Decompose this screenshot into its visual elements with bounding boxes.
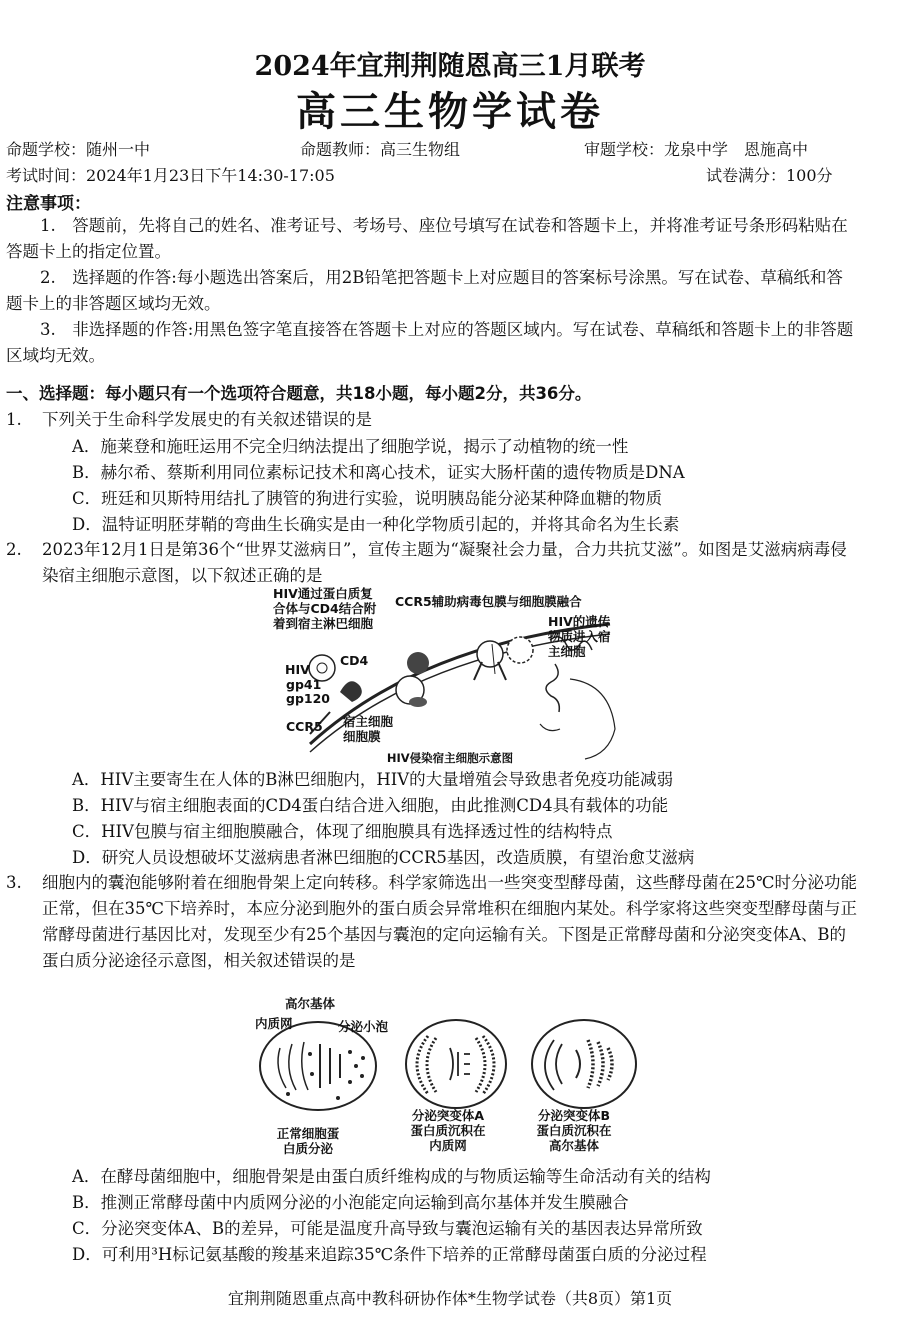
review-school: 审题学校：龙泉中学 恩施高中 xyxy=(584,140,809,159)
label-mutant-a: 分泌突变体A蛋白质沉积在内质网 xyxy=(410,1108,486,1153)
label-gp120: gp120 xyxy=(286,691,330,706)
option-d: D．可利用³H标记氨基酸的羧基来追踪35℃条件下培养的正常酵母菌蛋白质的分泌过程 xyxy=(72,1245,707,1264)
question-number: 2. xyxy=(6,540,22,559)
option-c: C．HIV包膜与宿主细胞膜融合，体现了细胞膜具有选择透过性的结构特点 xyxy=(72,822,613,841)
question-number: 3. xyxy=(6,873,22,892)
option-c: C．班廷和贝斯特用结扎了胰管的狗进行实验，说明胰岛能分泌某种降血糖的物质 xyxy=(72,489,663,508)
exam-time: 考试时间：2024年1月23日下午14:30-17:05 xyxy=(6,166,335,185)
label-mutant-b: 分泌突变体B蛋白质沉积在高尔基体 xyxy=(536,1108,612,1153)
label-genetic: HIV的遗传物质进入宿主细胞 xyxy=(548,614,611,659)
figure-caption: HIV侵染宿主细胞示意图 xyxy=(386,751,514,765)
option-a: A．施莱登和施旺运用不完全归纳法提出了细胞学说，揭示了动植物的统一性 xyxy=(72,437,629,456)
label-er: 内质网 xyxy=(255,1016,293,1031)
option-a: A．HIV主要寄生在人体的B淋巴细胞内，HIV的大量增殖会导致患者免疫功能减弱 xyxy=(72,770,674,789)
label-golgi: 高尔基体 xyxy=(285,996,336,1011)
question-number: 1. xyxy=(6,410,22,429)
question-stem: 2023年12月1日是第36个“世界艾滋病日”，宣传主题为“凝聚社会力量，合力共抗艾滋”。如图是艾滋病病毒侵染宿主细胞示意图，以下叙述正确的是 xyxy=(42,540,847,585)
notice-item-3: 3. 非选择题的作答:用黑色签字笔直接答在答题卡上对应的答题区域内。写在试卷、草稿纸和答题卡上的非答题区域均无效。 xyxy=(6,320,854,365)
setter-school: 命题学校：随州一中 xyxy=(6,140,151,159)
label-vesicle: 分泌小泡 xyxy=(338,1019,389,1034)
paper-title: 高三生物学试卷 xyxy=(296,88,604,135)
option-b: B．HIV与宿主细胞表面的CD4蛋白结合进入细胞，由此推测CD4具有载体的功能 xyxy=(72,796,669,815)
option-d: D．温特证明胚芽鞘的弯曲生长确实是由一种化学物质引起的，并将其命名为生长素 xyxy=(72,515,680,534)
option-a: A．在酵母菌细胞中，细胞骨架是由蛋白质纤维构成的与物质运输等生命活动有关的结构 xyxy=(72,1167,711,1186)
label-gp41: gp41 xyxy=(286,677,322,692)
option-b: B．赫尔希、蔡斯利用同位素标记技术和离心技术，证实大肠杆菌的遗传物质是DNA xyxy=(72,463,685,482)
option-c: C．分泌突变体A、B的差异，可能是温度升高导致与囊泡运输有关的基因表达异常所致 xyxy=(72,1219,703,1238)
notice-item-1: 1. 答题前，先将自己的姓名、准考证号、考场号、座位号填写在试卷和答题卡上，并将准考证号条形码粘贴在答题卡上的指定位置。 xyxy=(6,216,848,261)
option-b: B．推测正常酵母菌中内质网分泌的小泡能定向运输到高尔基体并发生膜融合 xyxy=(72,1193,629,1212)
label-normal-cell: 正常细胞蛋白质分泌 xyxy=(276,1126,340,1156)
notice-item-2: 2. 选择题的作答:每小题选出答案后，用2B铅笔把答题卡上对应题目的答案标号涂黑。写在试卷、草稿纸和答题卡上的非答题区域均无效。 xyxy=(6,268,843,313)
question-stem: 细胞内的囊泡能够附着在细胞骨架上定向转移。科学家筛选出一些突变型酵母菌，这些酵母菌在25℃时分泌功能正常，但在35℃下培养时，本应分泌到胞外的蛋白质会异常堆积在细胞内某处。科学家将这些突变型酵母菌与正常酵母菌进行基因比对，发现至少有25个基因与囊泡的定向运输有关。下图是正常酵母菌和分泌突变体A、B的蛋白质分泌途径示意图，相关叙述错误的是 xyxy=(42,873,857,970)
question-stem: 下列关于生命科学发展史的有关叙述错误的是 xyxy=(42,410,372,429)
label-attach: HIV通过蛋白质复合体与CD4结合附着到宿主淋巴细胞 xyxy=(273,586,377,631)
label-cd4: CD4 xyxy=(340,653,369,668)
yeast-secretion-figure xyxy=(258,1014,638,1114)
option-d: D．研究人员设想破坏艾滋病患者淋巴细胞的CCR5基因，改造质膜，有望治愈艾滋病 xyxy=(72,848,695,867)
notice-heading: 注意事项： xyxy=(6,194,91,214)
section-heading: 一、选择题：每小题只有一个选项符合题意，共18小题，每小题2分，共36分。 xyxy=(6,384,592,403)
page-footer: 宜荆荆随恩重点高中教科研协作体*生物学试卷（共8页）第1页 xyxy=(227,1289,673,1308)
setter-teacher: 命题教师：高三生物组 xyxy=(300,140,461,159)
label-ccr5: CCR5 xyxy=(286,719,323,734)
label-ccr5-fuse: CCR5辅助病毒包膜与细胞膜融合 xyxy=(395,594,582,609)
label-host-membrane: 宿主细胞细胞膜 xyxy=(343,714,394,744)
label-hiv: HIV xyxy=(285,662,310,677)
full-score: 试卷满分：100分 xyxy=(706,166,833,185)
exam-title: 2024年宜荆荆随恩高三1月联考 xyxy=(254,51,646,82)
